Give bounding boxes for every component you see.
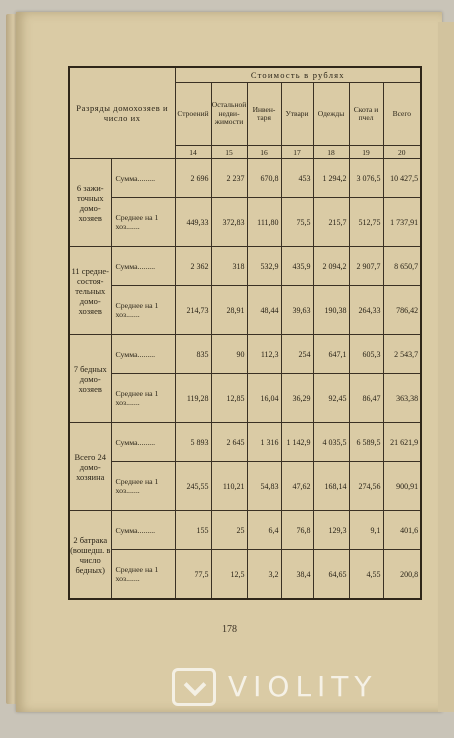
sum-value-cell: 2 237 bbox=[211, 159, 247, 198]
average-value-cell: 54,83 bbox=[247, 462, 281, 511]
group-header: Стоимость в рублях bbox=[175, 67, 421, 83]
average-value-cell: 75,5 bbox=[281, 198, 313, 247]
sum-value-cell: 9,1 bbox=[349, 511, 383, 550]
average-value-cell: 1 737,91 bbox=[383, 198, 421, 247]
average-value-cell: 119,28 bbox=[175, 374, 211, 423]
table-row bbox=[69, 335, 421, 374]
sum-label: Сумма......... bbox=[111, 423, 175, 462]
sum-value-cell: 6,4 bbox=[247, 511, 281, 550]
column-header: Строений bbox=[175, 83, 211, 146]
sum-value-cell: 76,8 bbox=[281, 511, 313, 550]
household-rank-label: 7 бедных домохозяев bbox=[69, 335, 111, 423]
average-label: Среднее на 1 хоз....... bbox=[111, 198, 175, 247]
watermark-text: VIOLITY bbox=[228, 670, 378, 703]
average-value-cell: 214,73 bbox=[175, 286, 211, 335]
average-value-cell: 363,38 bbox=[383, 374, 421, 423]
column-number: 17 bbox=[281, 146, 313, 159]
average-value-cell: 274,56 bbox=[349, 462, 383, 511]
column-header: Утвари bbox=[281, 83, 313, 146]
page-number: 178 bbox=[222, 624, 237, 635]
sum-value-cell: 401,6 bbox=[383, 511, 421, 550]
watermark bbox=[172, 666, 452, 712]
sum-value-cell: 5 893 bbox=[175, 423, 211, 462]
sum-value-cell: 129,3 bbox=[313, 511, 349, 550]
average-value-cell: 264,33 bbox=[349, 286, 383, 335]
sum-label: Сумма......... bbox=[111, 511, 175, 550]
average-value-cell: 3,2 bbox=[247, 550, 281, 600]
household-rank-label: 11 среднесостоятельных домохозяев bbox=[69, 247, 111, 335]
average-label: Среднее на 1 хоз....... bbox=[111, 286, 175, 335]
sum-value-cell: 532,9 bbox=[247, 247, 281, 286]
sum-value-cell: 2 362 bbox=[175, 247, 211, 286]
average-label: Среднее на 1 хоз....... bbox=[111, 462, 175, 511]
sum-value-cell: 1 294,2 bbox=[313, 159, 349, 198]
sum-value-cell: 6 589,5 bbox=[349, 423, 383, 462]
sum-label: Сумма......... bbox=[111, 247, 175, 286]
sum-value-cell: 2 094,2 bbox=[313, 247, 349, 286]
sum-value-cell: 647,1 bbox=[313, 335, 349, 374]
sum-value-cell: 670,8 bbox=[247, 159, 281, 198]
table-row bbox=[69, 198, 421, 247]
sum-value-cell: 835 bbox=[175, 335, 211, 374]
average-value-cell: 16,04 bbox=[247, 374, 281, 423]
table-row bbox=[69, 462, 421, 511]
average-value-cell: 64,65 bbox=[313, 550, 349, 600]
household-rank-label: 2 батрака (вошедш. в число бедных) bbox=[69, 511, 111, 600]
average-value-cell: 190,38 bbox=[313, 286, 349, 335]
column-number: 16 bbox=[247, 146, 281, 159]
average-value-cell: 77,5 bbox=[175, 550, 211, 600]
sum-value-cell: 2 696 bbox=[175, 159, 211, 198]
column-number: 18 bbox=[313, 146, 349, 159]
column-header: Остальной недвижимости bbox=[211, 83, 247, 146]
sum-value-cell: 453 bbox=[281, 159, 313, 198]
average-value-cell: 449,33 bbox=[175, 198, 211, 247]
column-number: 14 bbox=[175, 146, 211, 159]
average-value-cell: 168,14 bbox=[313, 462, 349, 511]
sum-value-cell: 254 bbox=[281, 335, 313, 374]
column-header: Всего bbox=[383, 83, 421, 146]
table-row bbox=[69, 159, 421, 198]
rank-header: Разряды домохозяев и число их bbox=[69, 67, 175, 159]
average-label: Среднее на 1 хоз....... bbox=[111, 374, 175, 423]
sum-value-cell: 155 bbox=[175, 511, 211, 550]
average-value-cell: 786,42 bbox=[383, 286, 421, 335]
sum-value-cell: 2 645 bbox=[211, 423, 247, 462]
table-body bbox=[69, 159, 421, 600]
average-value-cell: 48,44 bbox=[247, 286, 281, 335]
sum-value-cell: 435,9 bbox=[281, 247, 313, 286]
sum-value-cell: 10 427,5 bbox=[383, 159, 421, 198]
column-number: 19 bbox=[349, 146, 383, 159]
sum-value-cell: 605,3 bbox=[349, 335, 383, 374]
facing-page-edge bbox=[438, 22, 454, 712]
average-value-cell: 111,80 bbox=[247, 198, 281, 247]
average-value-cell: 39,63 bbox=[281, 286, 313, 335]
column-header: Инвентаря bbox=[247, 83, 281, 146]
average-value-cell: 36,29 bbox=[281, 374, 313, 423]
sum-value-cell: 1 142,9 bbox=[281, 423, 313, 462]
sum-value-cell: 90 bbox=[211, 335, 247, 374]
household-property-table bbox=[68, 66, 422, 600]
column-header: Скота и пчел bbox=[349, 83, 383, 146]
column-number: 15 bbox=[211, 146, 247, 159]
violity-logo-icon bbox=[172, 668, 216, 706]
average-value-cell: 110,21 bbox=[211, 462, 247, 511]
table-row bbox=[69, 511, 421, 550]
sum-value-cell: 4 035,5 bbox=[313, 423, 349, 462]
average-value-cell: 47,62 bbox=[281, 462, 313, 511]
table-row bbox=[69, 423, 421, 462]
average-value-cell: 245,55 bbox=[175, 462, 211, 511]
average-value-cell: 92,45 bbox=[313, 374, 349, 423]
household-rank-label: 6 зажиточных домохозяев bbox=[69, 159, 111, 247]
sum-value-cell: 112,3 bbox=[247, 335, 281, 374]
table-row bbox=[69, 374, 421, 423]
table-row bbox=[69, 550, 421, 600]
table-row bbox=[69, 247, 421, 286]
sum-value-cell: 2 543,7 bbox=[383, 335, 421, 374]
table-row bbox=[69, 286, 421, 335]
sum-value-cell: 8 650,7 bbox=[383, 247, 421, 286]
average-value-cell: 28,91 bbox=[211, 286, 247, 335]
sum-value-cell: 21 621,9 bbox=[383, 423, 421, 462]
average-value-cell: 215,7 bbox=[313, 198, 349, 247]
sum-value-cell: 3 076,5 bbox=[349, 159, 383, 198]
average-label: Среднее на 1 хоз....... bbox=[111, 550, 175, 600]
average-value-cell: 512,75 bbox=[349, 198, 383, 247]
sum-label: Сумма......... bbox=[111, 159, 175, 198]
average-value-cell: 86,47 bbox=[349, 374, 383, 423]
household-rank-label: Всего 24 домохозяина bbox=[69, 423, 111, 511]
column-header: Одежды bbox=[313, 83, 349, 146]
sum-value-cell: 318 bbox=[211, 247, 247, 286]
average-value-cell: 4,55 bbox=[349, 550, 383, 600]
sum-value-cell: 1 316 bbox=[247, 423, 281, 462]
average-value-cell: 372,83 bbox=[211, 198, 247, 247]
sum-value-cell: 25 bbox=[211, 511, 247, 550]
sum-value-cell: 2 907,7 bbox=[349, 247, 383, 286]
average-value-cell: 12,85 bbox=[211, 374, 247, 423]
average-value-cell: 12,5 bbox=[211, 550, 247, 600]
average-value-cell: 900,91 bbox=[383, 462, 421, 511]
average-value-cell: 38,4 bbox=[281, 550, 313, 600]
sum-label: Сумма......... bbox=[111, 335, 175, 374]
average-value-cell: 200,8 bbox=[383, 550, 421, 600]
column-number: 20 bbox=[383, 146, 421, 159]
